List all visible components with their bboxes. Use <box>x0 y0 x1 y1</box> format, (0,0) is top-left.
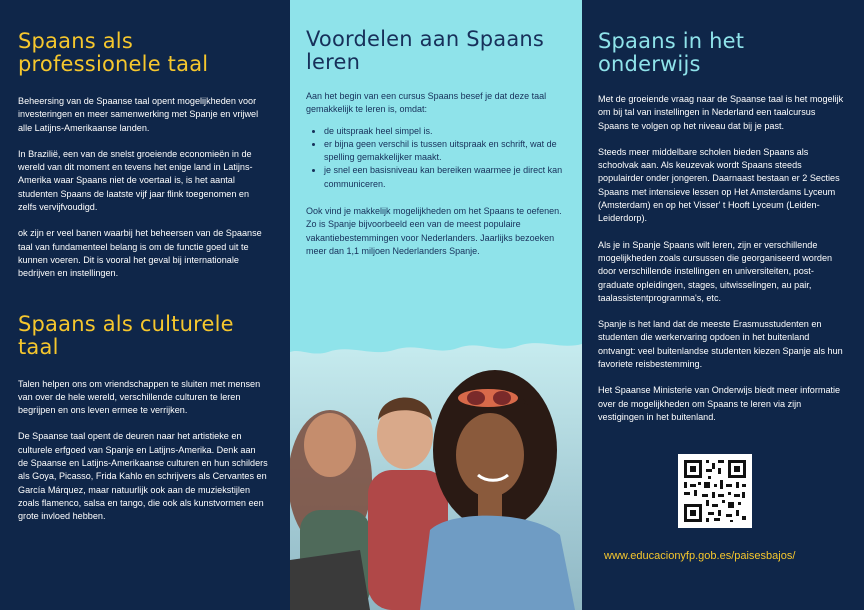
list-item: • er bijna geen verschil is tussen uitspraak en schrift, wat de spelling gemakkelijker maakt. <box>324 138 566 165</box>
heading-cultural: Spaans als culturele taal <box>18 311 234 359</box>
paragraph: Spanje is het land dat de meeste Erasmusstudenten en studenten die werkervaring opdoen in het buitenland ontvangt: veel buitenlandse studenten kiezen Spanje als hun favoriete reisbestemming. <box>598 319 843 370</box>
paragraph: Het Spaanse Ministerie van Onderwijs biedt meer informatie over de mogelijkheden om Spaans te leren via zijn vestigingen in het buitenland. <box>598 385 841 422</box>
paragraph: ok zijn er veel banen waarbij het beheersen van de Spaanse taal van fundamenteel belang is om de functie goed uit te kunnen voeren. Dit is vooral het geval bij internationale bedrijven en instellingen. <box>18 228 262 279</box>
heading-education: Spaans in het onderwijs <box>598 29 745 76</box>
right-panel <box>582 0 864 610</box>
heading-professional: Spaans als professionele taal <box>18 29 209 76</box>
advantages-list <box>306 125 566 191</box>
heading-advantages: Voordelen aan Spaans leren <box>306 27 545 74</box>
qr-code <box>678 454 752 528</box>
list-item: • de uitspraak heel simpel is. <box>324 125 566 138</box>
paragraph: Beheersing van de Spaanse taal opent mogelijkheden voor investeringen en meer samenwerking met Spanje en vrijwel alle Latijns-Amerikaanse landen. <box>18 96 259 133</box>
list-item: • je snel een basisniveau kan bereiken waarmee je direct kan communiceren. <box>324 164 566 191</box>
website-link[interactable]: www.educacionyfp.gob.es/paisesbajos/ <box>604 550 796 562</box>
intro-text: Aan het begin van een cursus Spaans besef je dat deze taal gemakkelijk te leren is, omdat: <box>306 91 547 115</box>
paragraph: Talen helpen ons om vriendschappen te sluiten met mensen van over de hele wereld, verschillende culturen te leren begrijpen en ons leven ermee te verrijken. <box>18 378 261 416</box>
outro-text: Ook vind je makkelijk mogelijkheden om het Spaans te oefenen. Zo is Spanje bijvoorbeeld een van de meest populaire vakantiebestemmingen voor Nederlanders. Jaarlijks bezoeken meer dan 1,1 miljoen Nederlanders Spanje. <box>306 206 562 256</box>
paragraph: Met de groeiende vraag naar de Spaanse taal is het mogelijk om bij tal van instellingen in Nederland een taalcursus Spaans te volgen op het niveau dat bij je past. <box>598 94 844 131</box>
paragraph: In Brazilië, een van de snelst groeiende economieën in de wereld van dit moment en tevens het enige land in Latijns- Amerika waar Spaans niet de voertaal is, is het aantal studenten Spaans de laatste vijf jaar flink toegenomen en zelfs verviјfvoudigd. <box>18 148 253 213</box>
paragraph: De Spaanse taal opent de deuren naar het artistieke en culturele erfgoed van Spanje en Latijns-Amerika. Denk aan de Spaanse en Latijns-Amerikaanse culturen en hun schilders als Goya, Picasso, Frida Kahlo en schrijvers als Cervantes en García Márquez, maar natuurlijk ook aan de muziekstijlen zoals flamenco, salsa en tango, die ook als kunstvormen een grote invloed hebben. <box>18 431 268 522</box>
middle-panel <box>290 0 582 610</box>
paragraph: Als je in Spanje Spaans wilt leren, zijn er verschillende mogelijkheden zoals cursussen die georganiseerd worden door verschillende instellingen en universiteiten, post-graduate opleidingen, stages, uitwisselingen, au pair, taalassistentprogramma's, etc. <box>598 239 833 303</box>
students-photo <box>290 330 582 610</box>
left-panel <box>0 0 290 610</box>
paragraph: Steeds meer middelbare scholen bieden Spaans als schoolvak aan. Als keuzevak wordt Spaans steeds populairder onder jongeren. Daarnaast bestaan er 2 Secties Spaans met intensieve lessen op Het Amsterdams Lyceum (Amsterdam) en op het Visser' t Hooft Lyceum (Leiden-Leiderdorp). <box>598 146 840 224</box>
